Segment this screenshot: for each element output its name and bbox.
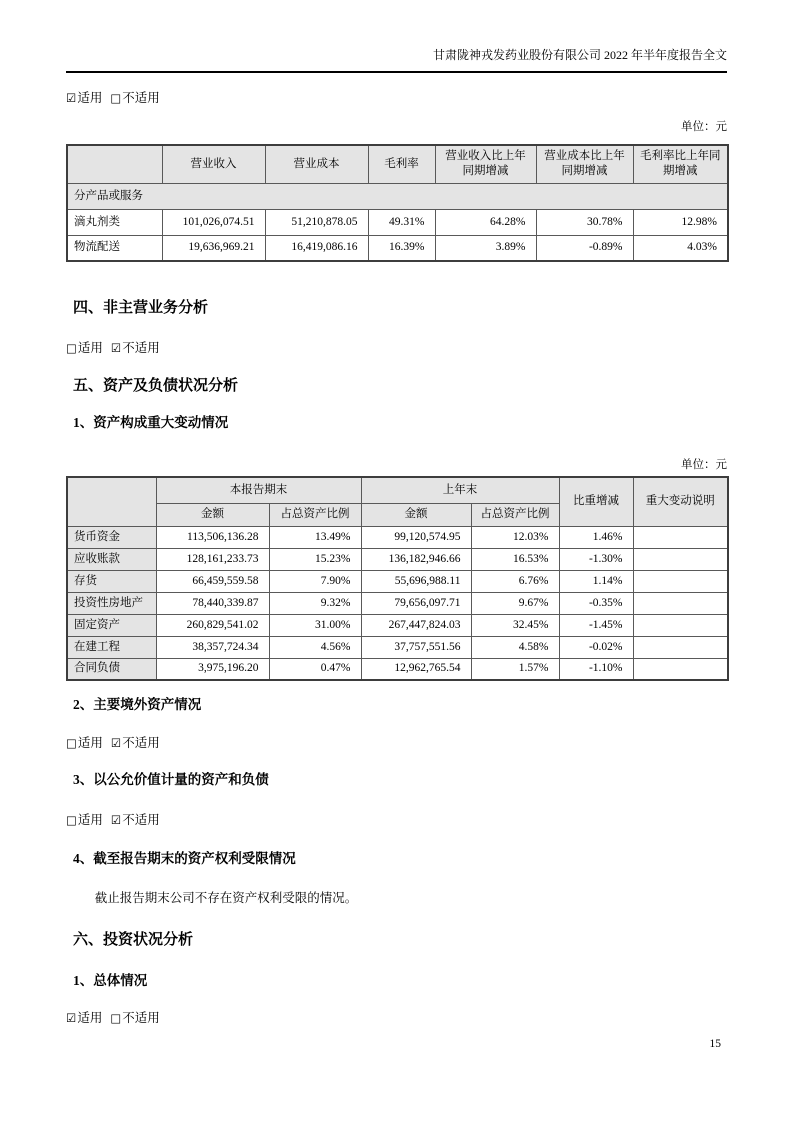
checkbox-unchecked-icon: □	[66, 341, 77, 355]
t2-cell-note	[633, 570, 728, 592]
t1-cell-revenue: 101,026,074.51	[162, 209, 265, 235]
product-revenue-table	[66, 144, 729, 262]
t2-cell-prev-ratio: 4.58%	[471, 636, 559, 658]
t2-cell-cur-amount: 3,975,196.20	[156, 658, 269, 680]
section-5-title: 五、资产及负债状况分析	[73, 378, 239, 394]
unit-label-1: 单位：元	[681, 121, 727, 133]
t1-cell-revenue-yoy: 64.28%	[435, 209, 536, 235]
t2-cell-note	[633, 636, 728, 658]
table-row	[67, 209, 728, 235]
section-6-sub-1-title: 1、总体情况	[73, 973, 148, 988]
t2-cell-change: -1.10%	[559, 658, 633, 680]
section-5-sub-3-title: 3、以公允价值计量的资产和负债	[73, 772, 269, 787]
t2-header-ratio: 占总资产比例	[269, 503, 361, 526]
t2-cell-cur-amount: 260,829,541.02	[156, 614, 269, 636]
applicable-label: 适用	[77, 1011, 103, 1025]
t2-header-amount: 金额	[156, 503, 269, 526]
checkbox-unchecked-icon: □	[66, 813, 77, 827]
t2-cell-cur-amount: 128,161,233.73	[156, 548, 269, 570]
t2-cell-prev-amount: 37,757,551.56	[361, 636, 471, 658]
table-row	[67, 235, 728, 261]
t2-cell-cur-ratio: 4.56%	[269, 636, 361, 658]
section-5-sub-2-title: 2、主要境外资产情况	[73, 697, 202, 712]
t2-cell-cur-ratio: 9.32%	[269, 592, 361, 614]
t2-cell-prev-ratio: 16.53%	[471, 548, 559, 570]
t2-cell-note	[633, 592, 728, 614]
not-applicable-label: 不适用	[122, 813, 160, 827]
t2-cell-change: 1.46%	[559, 526, 633, 548]
t2-cell-cur-ratio: 15.23%	[269, 548, 361, 570]
t2-cell-prev-ratio: 9.67%	[471, 592, 559, 614]
t2-header-prior-year: 上年末	[361, 477, 559, 503]
applicability-line-3	[66, 736, 727, 751]
t1-cell-cost: 16,419,086.16	[265, 235, 368, 261]
t2-cell-note	[633, 526, 728, 548]
t2-cell-change: -1.30%	[559, 548, 633, 570]
t2-cell-cur-amount: 66,459,559.58	[156, 570, 269, 592]
t2-cell-cur-amount: 38,357,724.34	[156, 636, 269, 658]
t2-cell-change: -1.45%	[559, 614, 633, 636]
t1-header-cost: 营业成本	[265, 145, 368, 183]
t2-cell-cur-ratio: 31.00%	[269, 614, 361, 636]
not-applicable-label: 不适用	[122, 91, 160, 105]
t2-row-label: 投资性房地产	[67, 592, 156, 614]
checkbox-checked-icon: ☑	[66, 91, 77, 105]
t2-row-label: 固定资产	[67, 614, 156, 636]
t2-cell-prev-ratio: 32.45%	[471, 614, 559, 636]
t2-cell-prev-amount: 136,182,946.66	[361, 548, 471, 570]
t1-header-gross-margin: 毛利率	[368, 145, 435, 183]
t1-header-revenue-yoy: 营业收入比上年同期增减	[435, 145, 536, 183]
t2-cell-prev-ratio: 12.03%	[471, 526, 559, 548]
section-5-sub-1-title: 1、资产构成重大变动情况	[73, 415, 229, 430]
t1-row-label: 物流配送	[67, 235, 162, 261]
t2-cell-change: 1.14%	[559, 570, 633, 592]
t2-row-label: 合同负债	[67, 658, 156, 680]
t2-cell-change: -0.35%	[559, 592, 633, 614]
not-applicable-label: 不适用	[122, 736, 160, 750]
table-row	[67, 636, 728, 658]
t2-cell-cur-amount: 113,506,136.28	[156, 526, 269, 548]
page-number: 15	[709, 1038, 721, 1050]
t2-cell-prev-amount: 12,962,765.54	[361, 658, 471, 680]
t2-cell-prev-amount: 267,447,824.03	[361, 614, 471, 636]
checkbox-unchecked-icon: □	[66, 736, 77, 750]
t2-cell-cur-amount: 78,440,339.87	[156, 592, 269, 614]
applicability-line-2	[66, 341, 727, 356]
t2-header-note: 重大变动说明	[633, 477, 728, 526]
checkbox-unchecked-icon: □	[110, 1011, 122, 1025]
t2-cell-change: -0.02%	[559, 636, 633, 658]
t2-cell-cur-ratio: 0.47%	[269, 658, 361, 680]
applicable-label: 适用	[77, 736, 103, 750]
t2-row-label: 在建工程	[67, 636, 156, 658]
section-6-title: 六、投资状况分析	[73, 932, 194, 948]
checkbox-checked-icon: ☑	[110, 736, 122, 750]
t1-cell-revenue-yoy: 3.89%	[435, 235, 536, 261]
t2-header-change: 比重增减	[559, 477, 633, 526]
table-row	[67, 548, 728, 570]
t2-header-ratio: 占总资产比例	[471, 503, 559, 526]
page-header-title: 甘肃陇神戎发药业股份有限公司 2022 年半年度报告全文	[66, 48, 727, 73]
t2-cell-prev-amount: 55,696,988.11	[361, 570, 471, 592]
t2-corner-cell	[67, 477, 156, 526]
applicable-label: 适用	[77, 341, 103, 355]
table-row	[67, 614, 728, 636]
t1-cell-gross-margin: 49.31%	[368, 209, 435, 235]
t2-cell-note	[633, 614, 728, 636]
t1-cell-cost: 51,210,878.05	[265, 209, 368, 235]
t2-cell-prev-amount: 99,120,574.95	[361, 526, 471, 548]
not-applicable-label: 不适用	[122, 341, 160, 355]
table-row	[67, 592, 728, 614]
section-5-sub-4-title: 4、截至报告期末的资产权利受限情况	[73, 851, 296, 866]
t1-cell-cost-yoy: 30.78%	[536, 209, 633, 235]
t2-cell-prev-ratio: 1.57%	[471, 658, 559, 680]
table-row	[67, 658, 728, 680]
t2-header-current-period: 本报告期末	[156, 477, 361, 503]
t2-cell-note	[633, 548, 728, 570]
table-row	[67, 570, 728, 592]
t2-cell-note	[633, 658, 728, 680]
unit-label-2: 单位：元	[681, 459, 727, 471]
t1-group-row: 分产品或服务	[67, 183, 728, 209]
checkbox-checked-icon: ☑	[110, 813, 122, 827]
t2-cell-cur-ratio: 7.90%	[269, 570, 361, 592]
t1-header-margin-yoy: 毛利率比上年同期增减	[633, 145, 728, 183]
t2-cell-cur-ratio: 13.49%	[269, 526, 361, 548]
t2-row-label: 应收账款	[67, 548, 156, 570]
t1-row-label: 滴丸剂类	[67, 209, 162, 235]
applicability-line-5	[66, 1011, 727, 1026]
t1-cell-gross-margin: 16.39%	[368, 235, 435, 261]
t2-row-label: 货币资金	[67, 526, 156, 548]
section-4-title: 四、非主营业务分析	[73, 300, 209, 316]
t2-cell-prev-ratio: 6.76%	[471, 570, 559, 592]
asset-composition-table	[66, 476, 729, 681]
t1-cell-cost-yoy: -0.89%	[536, 235, 633, 261]
table-row	[67, 526, 728, 548]
applicable-label: 适用	[77, 91, 103, 105]
t1-cell-revenue: 19,636,969.21	[162, 235, 265, 261]
t1-header-revenue: 营业收入	[162, 145, 265, 183]
checkbox-checked-icon: ☑	[66, 1011, 77, 1025]
restricted-assets-statement: 截止报告期末公司不存在资产权利受限的情况。	[94, 891, 358, 905]
checkbox-unchecked-icon: □	[110, 91, 122, 105]
t2-cell-prev-amount: 79,656,097.71	[361, 592, 471, 614]
t1-header-cost-yoy: 营业成本比上年同期增减	[536, 145, 633, 183]
t2-header-amount: 金额	[361, 503, 471, 526]
t2-row-label: 存货	[67, 570, 156, 592]
not-applicable-label: 不适用	[122, 1011, 160, 1025]
t1-cell-margin-yoy: 4.03%	[633, 235, 728, 261]
applicable-label: 适用	[77, 813, 103, 827]
t1-corner-cell	[67, 145, 162, 183]
applicability-line-1	[66, 91, 727, 106]
checkbox-checked-icon: ☑	[110, 341, 122, 355]
applicability-line-4	[66, 813, 727, 828]
t1-cell-margin-yoy: 12.98%	[633, 209, 728, 235]
